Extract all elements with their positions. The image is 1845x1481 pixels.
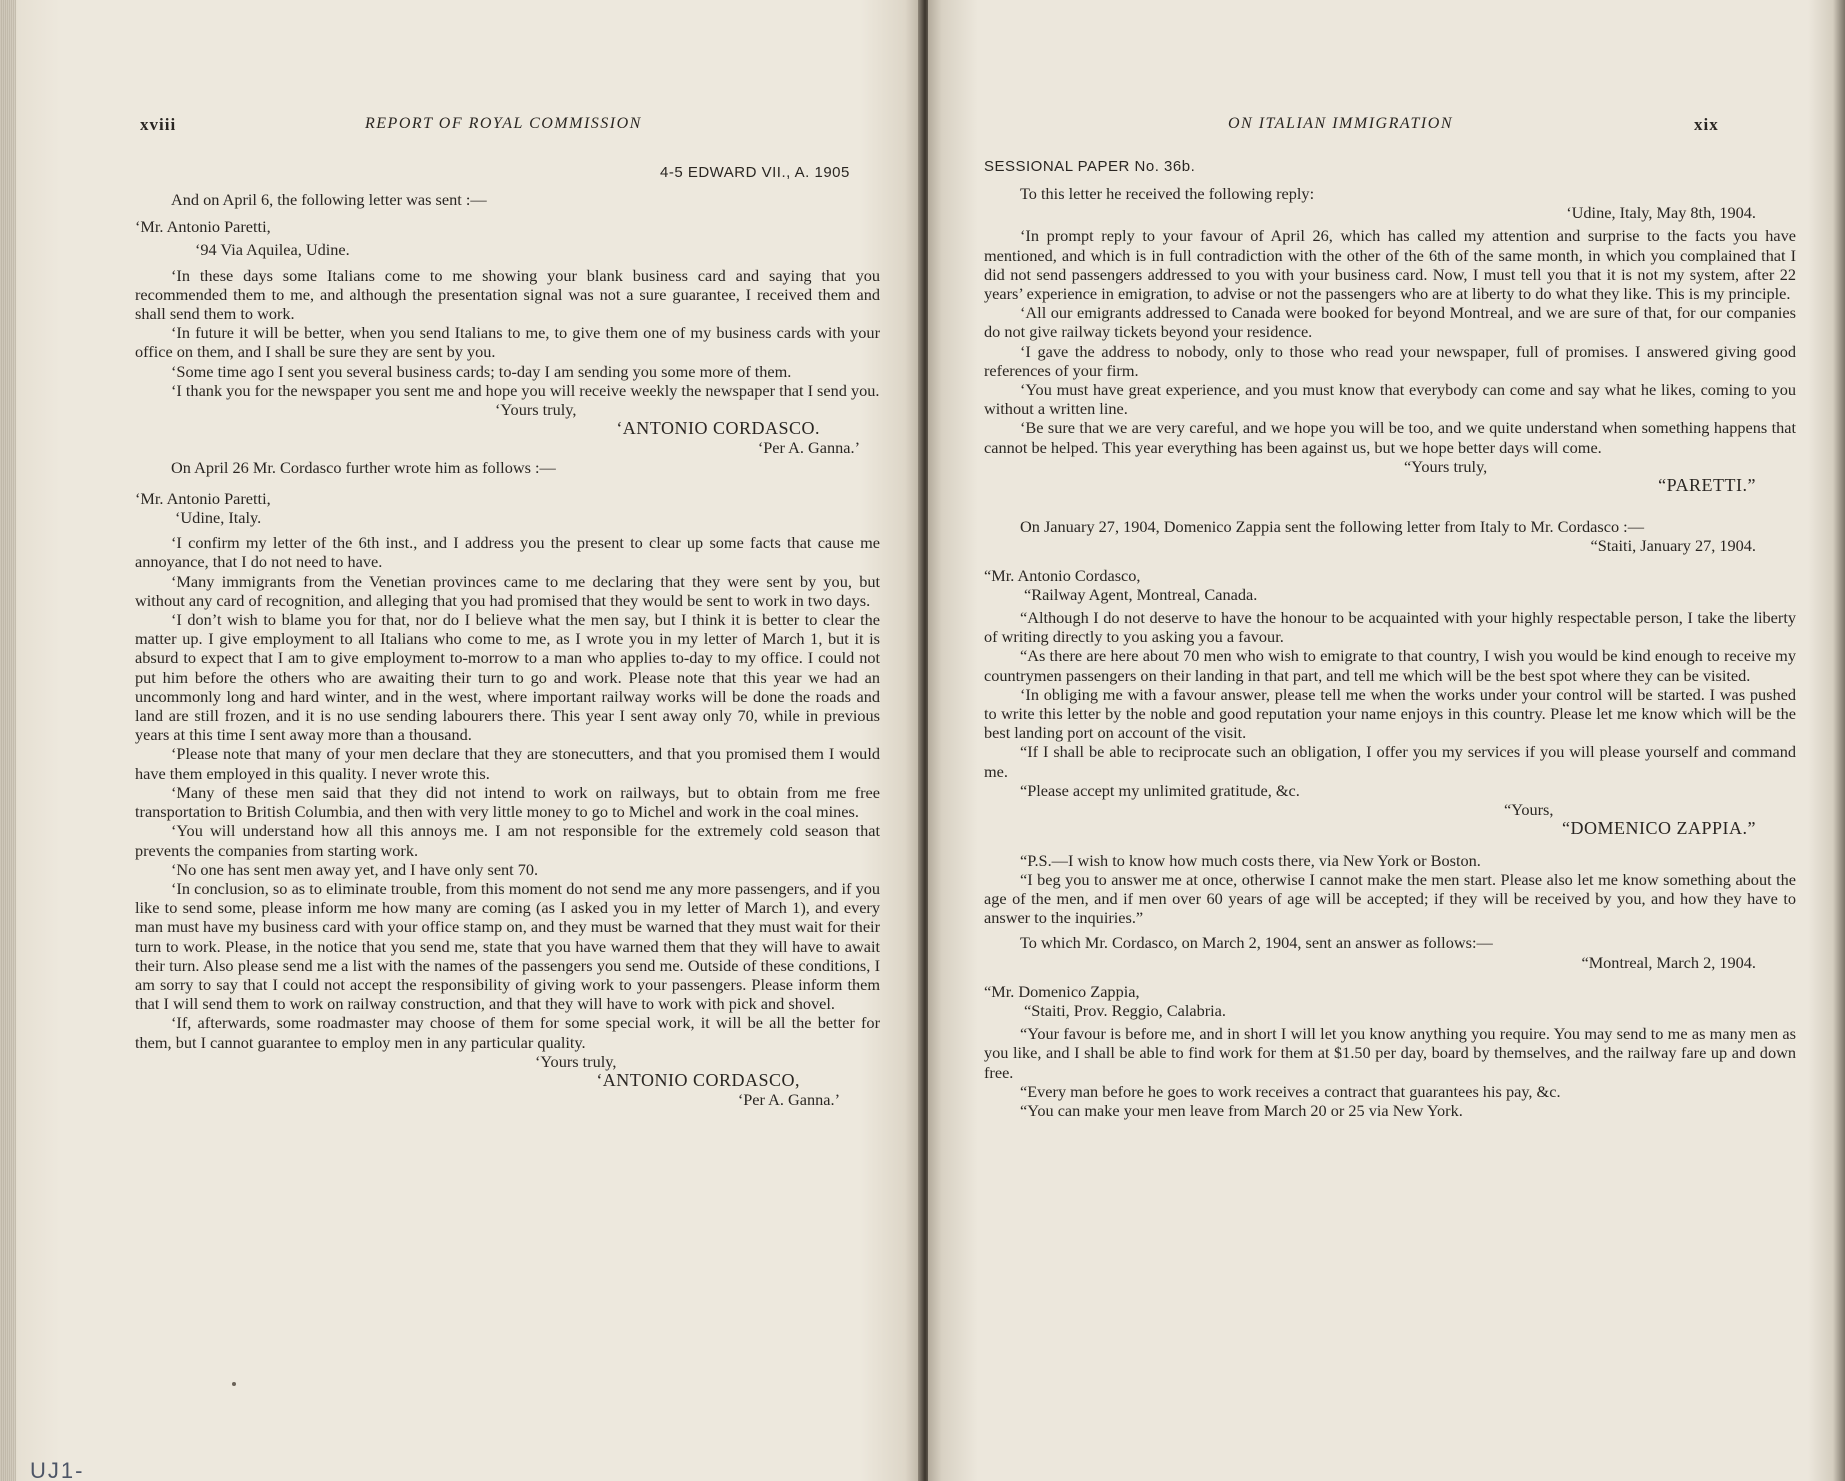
letter-paragraph: ‘In these days some Italians come to me showing your blank business card and saying that you recommended them to me, and although the presentation signal was not a sure guarantee, I received them and shall send them to work. — [135, 265, 880, 324]
letter-addressee: “Mr. Domenico Zappia, — [984, 981, 1140, 1001]
letter-addressee: “Mr. Antonio Cordasco, — [984, 565, 1141, 585]
letter-paragraph: “Please accept my unlimited gratitude, &c. — [1020, 780, 1300, 800]
letter-paragraph: ‘You must have great experience, and you must know that everybody can come and say what he likes, coming to you without a written line. — [984, 380, 1796, 419]
text-line: To this letter he received the following reply: — [1020, 184, 1315, 203]
ink-spot — [232, 1382, 236, 1386]
right-running-head: ON ITALIAN IMMIGRATION — [1228, 115, 1453, 132]
letter-dateline: ‘Udine, Italy, May 8th, 1904. — [1566, 203, 1756, 223]
letter-closing: “Yours truly, — [1404, 456, 1488, 476]
left-running-head: REPORT OF ROYAL COMMISSION — [365, 115, 642, 132]
letter-paragraph: “Every man before he goes to work receives a contract that guarantees his pay, &c. — [1020, 1081, 1561, 1101]
left-session-line: 4-5 EDWARD VII., A. 1905 — [660, 164, 850, 181]
letter-signature: “PARETTI.” — [1658, 475, 1756, 496]
text-line: To which Mr. Cordasco, on March 2, 1904, sent an answer as follows:— — [1020, 933, 1493, 953]
letter-closing: ‘Yours truly, — [495, 400, 577, 420]
right-session-line: SESSIONAL PAPER No. 36b. — [984, 158, 1196, 175]
letter-paragraph: ‘In future it will be better, when you send Italians to me, to give them one of my business cards with your office on them, and I shall be sure they are sent by you. — [135, 323, 880, 362]
letter-paragraph: “As there are here about 70 men who wish to emigrate to that country, I wish you would be kind enough to receive my countrymen passengers on their landing in that part, and tell me which will be the best spot where they can be visited. — [984, 646, 1796, 685]
letter-signature-per: ‘Per A. Ganna.’ — [757, 438, 860, 458]
letter-paragraph: ‘In obliging me with a favour answer, please tell me when the works under your control will be started. I was pushed to write this letter by the noble and good reputation your name enjoys in this country. Please let me know which will be the best landing port on account of the visit. — [984, 684, 1796, 743]
right-page — [928, 0, 1845, 1481]
right-folio: xix — [1694, 115, 1719, 134]
letter-signature-per: ‘Per A. Ganna.’ — [737, 1090, 840, 1110]
letter-signature: ‘ANTONIO CORDASCO. — [616, 418, 820, 439]
letter-address: “Railway Agent, Montreal, Canada. — [1024, 584, 1258, 604]
letter-paragraph: ‘I gave the address to nobody, only to those who read your newspaper, full of promises. I answered giving good references of your firm. — [984, 341, 1796, 380]
letter-dateline: “Montreal, March 2, 1904. — [1581, 952, 1756, 972]
letter-addressee: ‘Mr. Antonio Paretti, — [135, 488, 271, 508]
page-edges — [0, 0, 16, 1481]
letter-dateline: “Staiti, January 27, 1904. — [1590, 536, 1756, 556]
letter-paragraph: “If I shall be able to reciprocate such an obligation, I offer you my services if you will please yourself and command me. — [984, 742, 1796, 781]
letter-paragraph: “Although I do not deserve to have the honour to be acquainted with your highly respectable person, I take the liberty of writing directly to you asking you a favour. — [984, 608, 1796, 647]
letter-paragraph: ‘Many immigrants from the Venetian provinces came to me declaring that they were sent by you, but without any card of recognition, and alleging that you had promised that they would be sent to work in two days. — [135, 571, 880, 610]
letter-paragraph: “I beg you to answer me at once, otherwise I cannot make the men start. Please also let me know something about the age of the men, and if men over 60 years of age will be accepted; if they will be received by you, and how they have to answer to the inquiries.” — [984, 869, 1796, 928]
left-folio: xviii — [140, 115, 177, 134]
letter-paragraph: ‘Please note that many of your men declare that they are stonecutters, and that you promised them I would have them employed in this quality. I never wrote this. — [135, 744, 880, 783]
margin-mark: UJ1- — [30, 1458, 85, 1481]
letter-paragraph: ‘No one has sent men away yet, and I have only sent 70. — [171, 859, 539, 879]
letter-paragraph: ‘Be sure that we are very careful, and we hope you will be too, and we quite understand when something happens that cannot be helped. This year everything has been against us, but we hope better days will come. — [984, 418, 1796, 457]
letter-paragraph: ‘If, afterwards, some roadmaster may choose of them for some special work, it will be all the better for them, but I cannot guarantee to employ men in any particular quality. — [135, 1013, 880, 1052]
letter-paragraph: ‘Many of these men said that they did not intend to work on railways, but to obtain from me free transportation to British Columbia, and then with very little money to go to Michel and work in the coal mines. — [135, 782, 880, 822]
letter-signature: ‘ANTONIO CORDASCO, — [596, 1069, 800, 1090]
letter-paragraph: ‘You will understand how all this annoys me. I am not responsible for the extremely cold season that prevents the companies from starting work. — [135, 821, 880, 860]
text-line: And on April 6, the following letter was sent :— — [171, 190, 487, 209]
letter-paragraph: ‘I don’t wish to blame you for that, nor do I believe what the men say, but I think it is better to clear the matter up. I give employment to all Italians who come to me, as I wrote you in my letter of March 1, but it is absurd to expect that I am to give employment to-morrow to a man who applies to-day to my office. I could not put him before the others who are awaiting their turn to go and work. Please note that this year we had an uncommonly long and hard winter, and in the west, where important railway works will be done the roads and land are still frozen, and it is no use sending labourers there. This year I sent away only 70, while in previous years at this time I sent away more than a thousand. — [135, 610, 880, 745]
text-line: On January 27, 1904, Domenico Zappia sent the following letter from Italy to Mr. Cordasco :— — [1020, 517, 1644, 537]
letter-address: “Staiti, Prov. Reggio, Calabria. — [1024, 1000, 1226, 1020]
letter-addressee: ‘Mr. Antonio Paretti, — [135, 217, 271, 237]
letter-paragraph: ‘In prompt reply to your favour of April 26, which has called my attention and surprise to the facts you have mentioned, and which is in full contradiction with the other of the 6th of the same month, in which you complained that I did not send passengers addressed to you with your business card. Now, I must tell you that it is not my system, after 22 years’ experience in emigration, to advise or not the passengers who are at liberty to do what they like. This is my principle. — [984, 226, 1796, 304]
letter-paragraph: ‘All our emigrants addressed to Canada were booked for beyond Montreal, and we are sure of that, for our companies do not give railway tickets beyond your residence. — [984, 303, 1796, 342]
letter-paragraph: “You can make your men leave from March 20 or 25 via New York. — [1020, 1100, 1463, 1120]
letter-paragraph: ‘Some time ago I sent you several business cards; to-day I am sending you some more of them. — [171, 361, 792, 381]
letter-paragraph: “Your favour is before me, and in short I will let you know anything you require. You may send to me as many men as you like, and I shall be able to find work for them at $1.50 per day, board by themselves, and the railway fare up and down free. — [984, 1024, 1796, 1082]
letter-signature: “DOMENICO ZAPPIA.” — [1562, 818, 1756, 839]
text-line: On April 26 Mr. Cordasco further wrote him as follows :— — [171, 457, 556, 477]
left-text-column — [135, 190, 880, 1109]
letter-paragraph: ‘In conclusion, so as to eliminate trouble, from this moment do not send me any more passengers, and if you like to send some, please inform me how many are coming (as I asked you in my letter of March 1), and every man must have my business card with your office stamp on, and they must be warned that they must wait for their turn to work. Please, in the notice that you send me, state that you have warned them that they will have to await their turn. Also please send me a list with the names of the passengers you send me. Outside of these conditions, I am sorry to say that I could not accept the responsibility of giving work to your passengers. Please inform them that I will send them to work on railway construction, and that they will have to work with pick and shovel. — [135, 878, 880, 1014]
letter-closing: ‘Yours truly, — [535, 1051, 617, 1071]
right-text-column — [984, 184, 1796, 1120]
letter-closing: “Yours, — [1504, 800, 1554, 820]
letter-address: ‘94 Via Aquilea, Udine. — [195, 240, 350, 260]
letter-paragraph: ‘I confirm my letter of the 6th inst., and I address you the present to clear up some facts that cause me annoyance, that I do not need to have. — [135, 533, 880, 572]
letter-address: ‘Udine, Italy. — [175, 508, 262, 528]
letter-postscript: “P.S.—I wish to know how much costs there, via New York or Boston. — [1020, 850, 1481, 870]
left-page — [0, 0, 922, 1481]
letter-paragraph: ‘I thank you for the newspaper you sent me and hope you will receive weekly the newspaper that I send you. — [171, 380, 880, 400]
